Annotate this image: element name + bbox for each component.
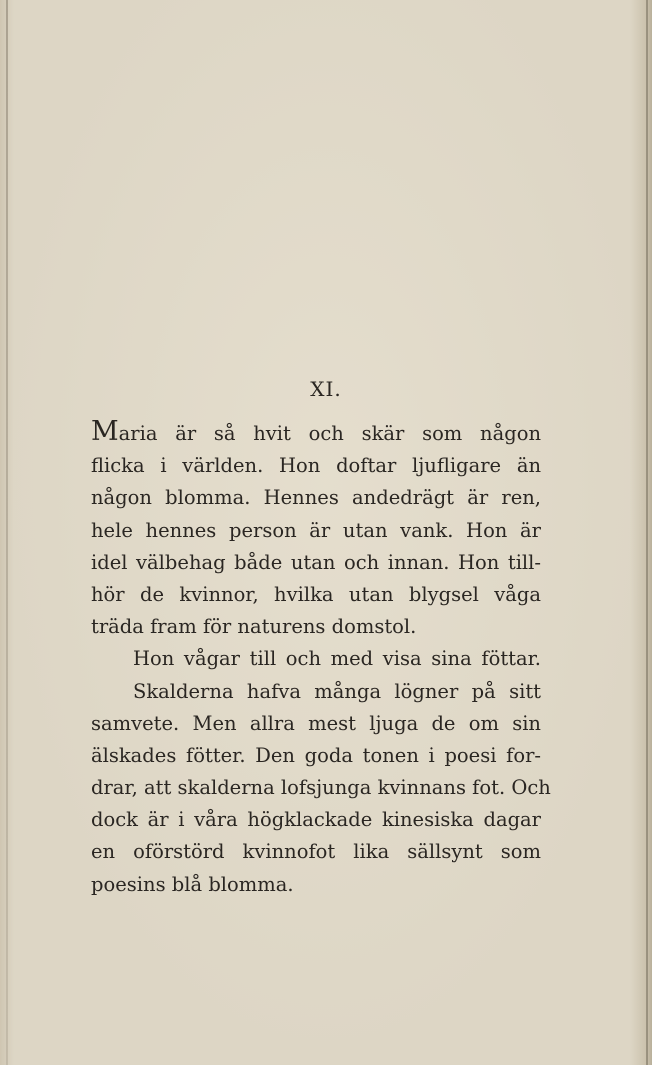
text-line: någon blomma. Hennes andedrägt är ren,	[91, 486, 541, 510]
text-line: idel välbehag både utan och innan. Hon till-	[91, 550, 541, 574]
page-left-edge	[6, 0, 8, 1065]
text-line: flicka i världen. Hon doftar ljufligare än	[91, 454, 541, 478]
chapter-heading: XI.	[310, 377, 342, 401]
text-line: en oförstörd kvinnofot lika sällsynt som	[91, 840, 541, 864]
text-line: älskades fötter. Den goda tonen i poesi for-	[91, 743, 541, 767]
text-line: drar, att skalderna lofsjunga kvinnans fot. Och	[91, 776, 551, 800]
text-line: poesins blå blomma.	[91, 872, 294, 896]
text-line	[91, 418, 541, 450]
text-line: träda fram för naturens domstol.	[91, 615, 417, 639]
text-line: dock är i våra högklackade kinesiska dagar	[91, 808, 541, 832]
drop-cap: M	[91, 416, 119, 447]
page-right-edge	[646, 0, 648, 1065]
text-line: hele hennes person är utan vank. Hon är	[91, 518, 541, 542]
text-line: Skalderna hafva många lögner på sitt	[133, 679, 541, 703]
text-line: samvete. Men allra mest ljuga de om sin	[91, 711, 541, 735]
text-line: hör de kvinnor, hvilka utan blygsel våga	[91, 582, 541, 606]
text-line-content: aria är så hvit och skär som någon	[118, 422, 541, 445]
text-line: Hon vågar till och med visa sina föttar.	[133, 647, 541, 671]
body-text	[91, 416, 551, 901]
